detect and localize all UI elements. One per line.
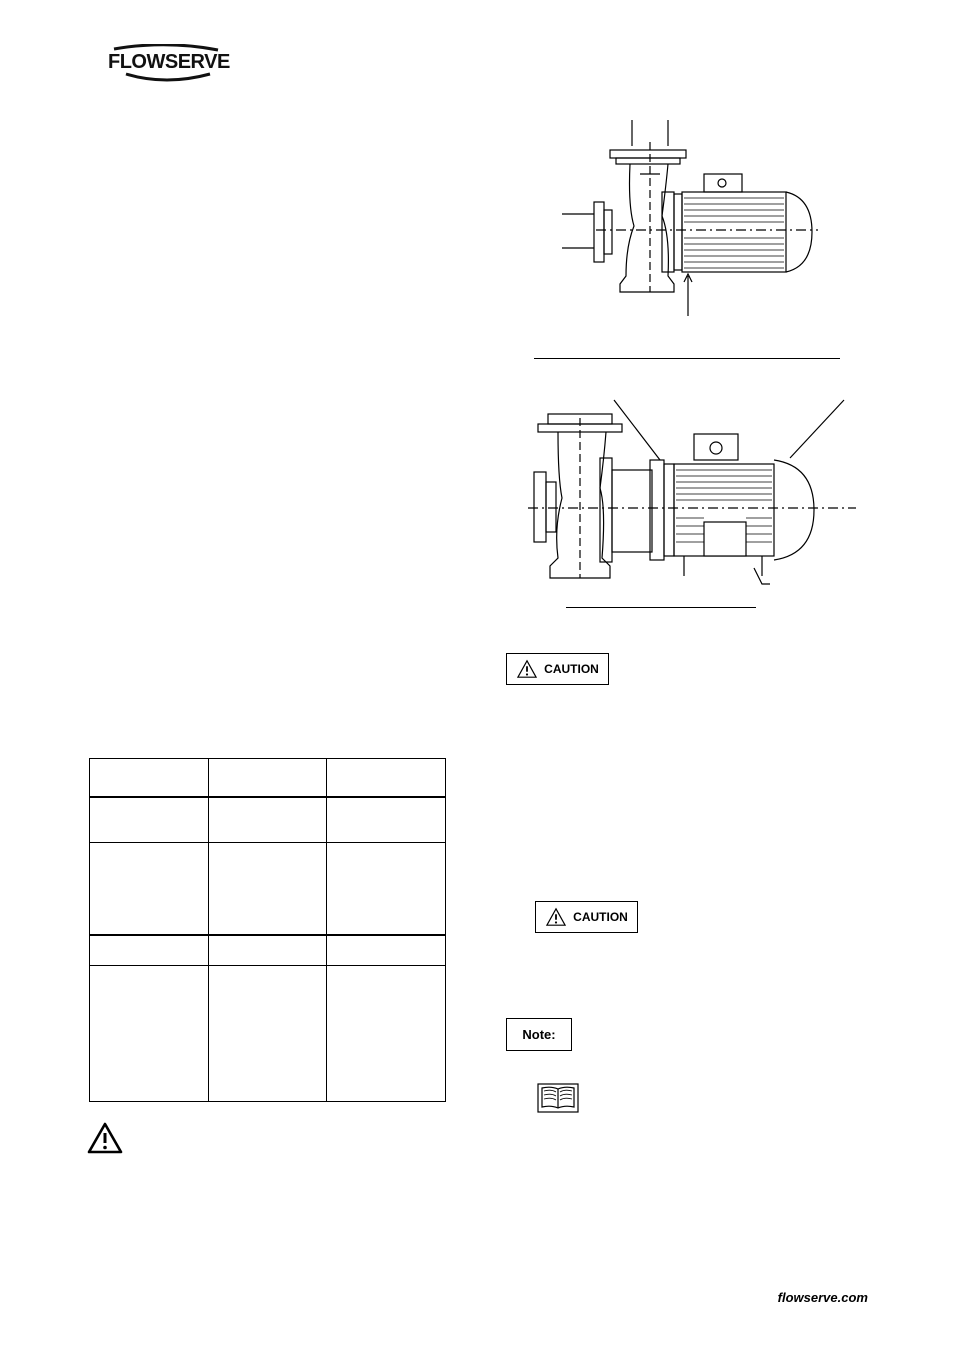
flowserve-logo (106, 44, 230, 84)
table-cell (327, 759, 446, 797)
motor-fan-cover (786, 192, 812, 272)
terminal-box (704, 174, 742, 192)
table-row (90, 759, 446, 797)
pump-casing (620, 164, 674, 292)
table-row (90, 935, 446, 966)
open-book-icon (537, 1083, 579, 1113)
logo-text: FLOWSERVE (108, 51, 230, 73)
caution-triangle-icon (516, 659, 538, 679)
pump-diagram-top (556, 116, 818, 322)
figure-2-caption-rule (566, 607, 756, 608)
discharge-flange (610, 150, 686, 158)
table-cell (327, 843, 446, 935)
caution-label-2: CAUTION (573, 910, 628, 924)
motor-foot-recess (704, 522, 746, 556)
pump-diagram-bottom (514, 378, 856, 592)
caution-label-1: CAUTION (544, 662, 599, 676)
data-table (89, 758, 446, 1102)
logo-arc-bottom (126, 74, 210, 80)
table-cell (209, 797, 327, 843)
table-row (90, 843, 446, 935)
terminal-box (694, 434, 738, 460)
table-cell (90, 797, 209, 843)
suction-flange (534, 472, 546, 542)
table-cell (327, 966, 446, 1102)
flowserve-logo-graphic (106, 44, 230, 84)
table-cell (209, 935, 327, 966)
caution-badge-2 (535, 901, 638, 933)
footer-url: flowserve.com (777, 1290, 868, 1305)
table-cell (90, 843, 209, 935)
caution-triangle-icon (545, 907, 567, 927)
table-cell (90, 935, 209, 966)
warning-triangle-icon (86, 1121, 124, 1155)
table-cell (90, 966, 209, 1102)
figure-1-caption-rule (534, 358, 840, 359)
table-cell (327, 935, 446, 966)
table-cell (327, 797, 446, 843)
note-label: Note: (522, 1027, 556, 1042)
table-row (90, 797, 446, 843)
motor-flange (664, 464, 674, 556)
table-row (90, 966, 446, 1102)
suction-flange (594, 202, 604, 262)
table-cell (209, 966, 327, 1102)
logo-arc-top (114, 45, 218, 50)
table-cell (90, 759, 209, 797)
bearing-bracket (612, 470, 652, 552)
table-cell (209, 843, 327, 935)
table-cell (209, 759, 327, 797)
caution-badge-1 (506, 653, 609, 685)
motor-fan-cover (774, 460, 814, 560)
note-badge (506, 1018, 572, 1051)
